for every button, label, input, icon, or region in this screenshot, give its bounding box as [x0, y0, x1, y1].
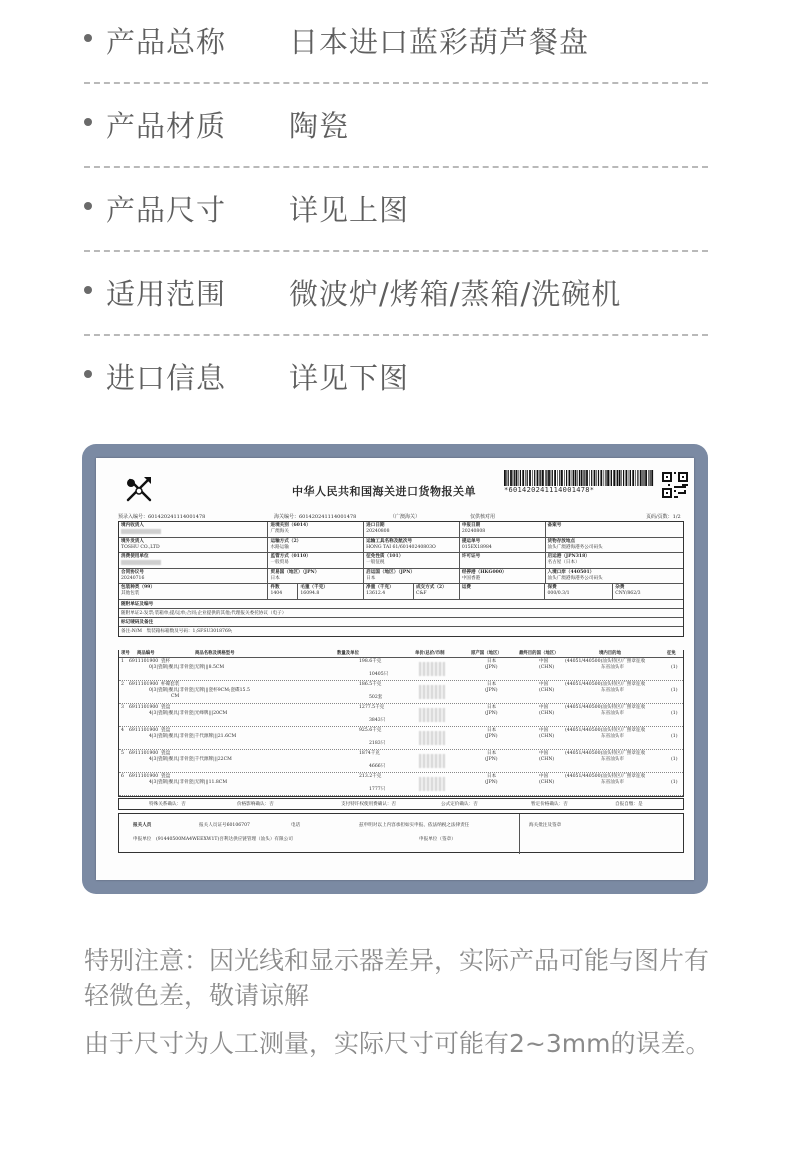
- spec-row-import: [84, 336, 708, 420]
- redacted-field: [121, 529, 161, 534]
- item-no: 1: [121, 659, 124, 664]
- field-label: 净重（千克）: [366, 585, 394, 590]
- item-exemption: (1): [671, 711, 678, 716]
- field-label: 境内收货人: [121, 523, 144, 528]
- item-qty-units: 2183只: [369, 741, 386, 746]
- items-header-cell: 最终目的国（地区）: [519, 651, 559, 656]
- field-label: 件数: [270, 585, 280, 590]
- item-no: 5: [121, 751, 124, 756]
- item-qty: 925.6千克: [359, 728, 382, 733]
- customs-office: （广澳海关）: [390, 514, 421, 520]
- header-grid-cell: [298, 584, 364, 599]
- spec-value: 详见下图: [289, 361, 410, 395]
- item-domestic-dest-city: 东省汕头市: [601, 711, 624, 716]
- declaring-unit: 申报单位 (91440500MA4WEEXW1T)吾利达供应链管理（汕头）有限公司: [133, 837, 293, 842]
- header-grid-row: [119, 553, 683, 569]
- item-dest: 中国: [539, 659, 549, 664]
- item-qty: 198.6千克: [359, 659, 382, 664]
- item-dest-code: (CHN): [539, 665, 555, 670]
- item-name: 瓷盘: [161, 705, 171, 710]
- header-grid-cell: [119, 553, 268, 568]
- goods-items-table: [118, 650, 684, 797]
- customs-number: 海关编号：601420241114001478: [274, 514, 357, 520]
- header-grid-cell: [545, 584, 613, 599]
- declarant-cert: 报关人员证号60106707: [199, 823, 250, 828]
- field-value: 一般贸易: [270, 560, 289, 565]
- item-spec: 0|3|瓷制|餐具|非骨瓷|无牌|||瓷杯9CM;瓷碟15.5: [149, 688, 250, 693]
- price-influence-confirm: 价格影响确认：否: [237, 802, 274, 807]
- item-dest: 中国: [539, 751, 549, 756]
- items-header-cell: 商品编号: [137, 651, 155, 656]
- confirmation-line: [118, 798, 684, 810]
- items-header-cell: 境内目的地: [599, 651, 621, 656]
- item-origin-code: (JPN): [485, 734, 498, 739]
- item-origin: 日本: [487, 682, 497, 687]
- item-exemption: (1): [671, 757, 678, 762]
- attached-docs-label: 随附单证及编号: [121, 601, 154, 607]
- goods-item-row: [119, 773, 683, 796]
- header-grid-cell: [546, 569, 684, 584]
- field-value: 20240716: [121, 575, 145, 581]
- header-grid-cell: [364, 538, 460, 553]
- items-header-cell: 数量及单位: [337, 651, 359, 656]
- item-spec: 4|3|瓷制|餐具|非骨瓷|光峰牌|||20CM: [149, 711, 228, 716]
- item-qty: 1277.5千克: [359, 705, 385, 710]
- header-grid-cell: [119, 584, 268, 599]
- royalty-confirm: 支付特许权使用费确认：否: [341, 802, 397, 807]
- spec-value: 陶瓷: [289, 109, 350, 143]
- field-label: 入境口岸（440501）: [547, 569, 595, 575]
- redacted-price: [419, 777, 445, 791]
- customs-emblem-icon: [122, 474, 156, 504]
- header-grid-cell: [119, 569, 268, 584]
- spec-label: 产品材质: [106, 109, 227, 143]
- field-value: 中国香港: [461, 575, 481, 581]
- item-origin: 日本: [487, 728, 497, 733]
- header-grid-cell: [460, 569, 546, 584]
- field-label: 毛重（千克）: [300, 585, 328, 590]
- field-value: 16094.8: [300, 591, 320, 596]
- item-domestic-dest-city: 东省汕头市: [601, 780, 624, 785]
- field-label: 运费: [461, 585, 471, 590]
- item-no: 4: [121, 728, 124, 733]
- items-header-cell: 项号: [121, 651, 130, 656]
- item-dest-code: (CHN): [539, 780, 555, 785]
- self-payment: 自报自缴：是: [615, 802, 643, 807]
- field-label: 许可证号: [461, 554, 481, 559]
- declaring-unit-sign: 申报单位（签章）: [419, 837, 456, 842]
- bullet-dot: [84, 34, 92, 42]
- field-label: 成交方式（2）: [415, 585, 447, 590]
- item-no: 2: [121, 682, 124, 687]
- item-exemption: (1): [671, 734, 678, 739]
- item-origin-code: (JPN): [485, 780, 498, 785]
- item-dest: 中国: [539, 728, 549, 733]
- item-code: 6911101900: [129, 728, 159, 733]
- item-spec: 4|3|瓷制|餐具|非骨瓷|无牌|||11.8CM: [149, 780, 228, 785]
- field-label: 申报日期: [461, 523, 481, 528]
- item-dest: 中国: [539, 682, 549, 687]
- attached-docs-row: [119, 600, 683, 609]
- item-qty-units: 1777只: [369, 787, 386, 792]
- field-label: 征免性质（101）: [366, 554, 404, 559]
- spec-label: 产品尺寸: [106, 193, 227, 227]
- barcode: [504, 470, 654, 486]
- items-header: [119, 650, 683, 658]
- item-domestic-dest: (44051/440500)汕头特区/广照章征收: [565, 682, 646, 687]
- redacted-price: [419, 731, 445, 745]
- declaration-header-grid: [118, 521, 684, 637]
- header-grid-cell: [364, 584, 414, 599]
- item-qty-units: 4666只: [369, 764, 386, 769]
- document-title: 中华人民共和国海关进口货物报关单: [292, 485, 476, 498]
- field-value: 汕头广澳港海港务公司码头: [547, 575, 603, 581]
- item-qty: 186.5千克: [359, 682, 382, 687]
- header-grid-cell: [460, 553, 546, 568]
- field-value: 汕头广澳港海港务公司码头: [547, 544, 603, 550]
- field-value: 13612.4: [366, 591, 386, 596]
- header-grid-cell: [268, 569, 364, 584]
- field-value: HONG TAI 61/60140240803O: [366, 544, 436, 550]
- header-grid-row: [119, 522, 683, 538]
- divider: [519, 814, 520, 854]
- header-grid-cell: [364, 569, 460, 584]
- item-origin-code: (JPN): [485, 757, 498, 762]
- header-grid-cell: [364, 553, 460, 568]
- field-label: 启运港（JPN318）: [547, 554, 590, 559]
- item-origin-code: (JPN): [485, 665, 498, 670]
- item-qty: 213.2千克: [359, 774, 382, 779]
- item-domestic-dest-city: 东省汕头市: [601, 757, 624, 762]
- field-label: 消费使用单位: [121, 554, 149, 559]
- field-label: 进口日期: [366, 523, 385, 528]
- spec-label: 进口信息: [106, 361, 227, 395]
- header-grid-row: [119, 569, 683, 585]
- field-label: 提运单号: [461, 538, 481, 544]
- spec-label: 适用范围: [106, 277, 227, 311]
- item-dest: 中国: [539, 705, 549, 710]
- item-spec: 0|3|瓷制|餐具|非骨瓷|无牌|||8.5CM: [149, 665, 225, 670]
- item-domestic-dest-city: 东省汕头市: [601, 734, 624, 739]
- redacted-field: [121, 560, 161, 565]
- header-grid-cell: [268, 522, 364, 537]
- header-grid-cell: [268, 538, 364, 553]
- check-note: 仅供核对用: [470, 514, 496, 520]
- field-value: 015EX18984: [461, 544, 492, 550]
- item-exemption: (1): [671, 780, 678, 785]
- field-label: 合同协议号: [121, 569, 144, 575]
- spec-label: 产品总称: [106, 25, 227, 59]
- item-dest: 中国: [539, 774, 549, 779]
- goods-item-row: [119, 658, 683, 681]
- header-grid-cell: [268, 553, 364, 568]
- provisional-price-confirm: 暂定价格确认：否: [531, 802, 568, 807]
- attached-docs-value: 随附单证2:发票;装箱单;提/运单;合同;企业提供的其他;代理报关委托协议（电子）: [121, 610, 287, 616]
- pre-entry-number: 预录入编号：601420241114001478: [118, 514, 206, 520]
- field-label: 贸易国（地区）（JPN）: [270, 569, 320, 575]
- field-label: 杂费: [615, 585, 625, 590]
- spec-list: [84, 0, 708, 420]
- item-dest-code: (CHN): [539, 757, 555, 762]
- formula-price-confirm: 公式定价确认：否: [441, 802, 478, 807]
- item-origin: 日本: [487, 751, 497, 756]
- item-domestic-dest: (44051/440500)汕头特区/广照章征收: [565, 705, 646, 710]
- bullet-dot: [84, 202, 92, 210]
- item-no: 6: [121, 774, 124, 779]
- item-code: 6911101900: [129, 705, 159, 710]
- header-grid-cell: [546, 553, 684, 568]
- redacted-price: [419, 708, 445, 722]
- item-code: 6911101900: [129, 751, 159, 756]
- field-label: 进境关别（6014）: [270, 523, 311, 528]
- declarant-label: 报关人员: [133, 823, 152, 828]
- items-header-cell: 单价/总价/币制: [415, 651, 445, 656]
- item-name: 瓷盘: [161, 728, 171, 733]
- spec-row-name: [84, 0, 708, 84]
- field-label: 境外发货人: [121, 538, 144, 544]
- item-code: 6911101900: [129, 774, 159, 779]
- declarant-section: [118, 813, 684, 853]
- header-grid-cell: [613, 584, 683, 599]
- item-spec: 4|3|瓷制|餐具|非骨瓷|千代源牌|||22CM: [149, 757, 232, 762]
- special-relation-confirm: 特殊关系确认：否: [149, 802, 186, 807]
- goods-item-row: [119, 681, 683, 704]
- items-header-cell: 商品名称及规格型号: [195, 651, 235, 656]
- item-dest-code: (CHN): [539, 734, 555, 739]
- field-value: 日本: [366, 575, 376, 581]
- field-value: TOSHU CO.,LTD: [121, 544, 160, 550]
- field-value: 1404: [270, 591, 283, 596]
- field-value: 000/0.3/1: [547, 591, 570, 596]
- items-header-cell: 征免: [667, 651, 676, 656]
- header-grid-cell: [460, 538, 546, 553]
- header-grid-cell: [546, 538, 684, 553]
- item-exemption: (1): [671, 665, 678, 670]
- item-name: 瓷杯: [161, 659, 171, 664]
- item-domestic-dest-city: 东省汕头市: [601, 665, 624, 670]
- header-grid-cell: [414, 584, 460, 599]
- field-value: 20240808: [366, 529, 390, 534]
- field-label: 启运国（地区）（JPN）: [366, 569, 416, 575]
- spec-value: 日本进口蓝彩葫芦餐盘: [289, 25, 590, 59]
- goods-item-row: [119, 750, 683, 773]
- redacted-price: [419, 754, 445, 768]
- header-grid-row: [119, 584, 683, 600]
- field-label: 包装种类（99）: [121, 585, 155, 590]
- goods-item-row: [119, 704, 683, 727]
- item-spec-cont: CM: [171, 694, 180, 699]
- bullet-dot: [84, 286, 92, 294]
- marks-row: [119, 618, 683, 627]
- item-domestic-dest: (44051/440500)汕头特区/广照章征收: [565, 728, 646, 733]
- spec-row-size: [84, 168, 708, 252]
- marks-value-row: [119, 627, 683, 636]
- field-label: 保费: [547, 585, 557, 590]
- redacted-price: [419, 662, 445, 676]
- item-exemption: (1): [671, 688, 678, 693]
- item-origin: 日本: [487, 774, 497, 779]
- customs-remark-label: 海关批注及签章: [529, 823, 562, 828]
- field-value: 水路运输: [270, 544, 289, 550]
- customs-document-frame: [82, 444, 708, 894]
- page-number: 页码/页数：1/2: [646, 514, 681, 520]
- field-value: 名古屋（日本）: [547, 560, 580, 565]
- marks-value: 备注:N/M 集装箱标箱数及号码：1;SFSU3018769;: [121, 628, 233, 634]
- item-origin: 日本: [487, 705, 497, 710]
- attached-docs-value-row: [119, 609, 683, 618]
- document-header: [96, 458, 694, 510]
- item-domestic-dest-city: 东省汕头市: [601, 688, 624, 693]
- phone-label: 电话: [291, 823, 301, 828]
- header-grid-row: [119, 538, 683, 554]
- field-value: 广澳海关: [270, 529, 289, 534]
- field-value: 日本: [270, 575, 280, 581]
- item-domestic-dest: (44051/440500)汕头特区/广照章征收: [565, 659, 646, 664]
- item-qty-units: 502套: [369, 695, 383, 700]
- bullet-dot: [84, 118, 92, 126]
- spec-value: 微波炉/烤箱/蒸箱/洗碗机: [289, 277, 622, 311]
- field-value: CNY/862/3: [615, 591, 641, 596]
- barcode-number: *601420241114001478*: [504, 486, 595, 494]
- redacted-price: [419, 685, 445, 699]
- header-grid-cell: [119, 522, 268, 537]
- item-qty: 1874千克: [359, 751, 380, 756]
- color-difference-note: 特别注意：因光线和显示器差异，实际产品可能与图片有轻微色差，敬请谅解: [84, 946, 710, 1010]
- field-label: 运输工具名称及航次号: [366, 538, 413, 544]
- field-label: 货物存放地点: [547, 538, 576, 544]
- field-value: 20240808: [461, 529, 486, 534]
- marks-label: 标记唛码及备注: [121, 619, 154, 625]
- field-label: 经停港（HKG000）: [461, 569, 507, 575]
- item-qty-units: 3843只: [369, 718, 386, 723]
- field-value: C&F: [415, 591, 427, 596]
- item-code: 6911101900: [129, 659, 159, 664]
- item-origin-code: (JPN): [485, 688, 498, 693]
- item-spec: 4|3|瓷制|餐具|非骨瓷|千代源牌|||21.6CM: [149, 734, 237, 739]
- items-header-cell: 原产国（地区）: [471, 651, 502, 656]
- header-grid-cell: [546, 522, 684, 537]
- header-grid-cell: [460, 584, 546, 599]
- item-no: 3: [121, 705, 124, 710]
- spec-value: 详见上图: [289, 193, 410, 227]
- item-code: 6911101900: [129, 682, 159, 687]
- item-origin-code: (JPN): [485, 711, 498, 716]
- bullet-dot: [84, 370, 92, 378]
- item-name: 杯碟套装: [161, 682, 180, 687]
- header-grid-cell: [364, 522, 460, 537]
- item-qty-units: 10405只: [369, 672, 389, 677]
- liability-statement: 兹申明对以上内容承担如实申报、依法纳税之法律责任: [359, 823, 470, 828]
- item-origin: 日本: [487, 659, 497, 664]
- size-tolerance-note: 由于尺寸为人工测量，实际尺寸可能有2~3mm的误差。: [84, 1029, 711, 1058]
- field-label: 备案号: [547, 523, 562, 528]
- item-name: 瓷盘: [161, 751, 171, 756]
- spec-row-material: [84, 84, 708, 168]
- item-dest-code: (CHN): [539, 711, 555, 716]
- field-value: 其他包装: [121, 591, 140, 596]
- field-label: 监管方式（0110）: [270, 554, 311, 559]
- spec-row-usage: [84, 252, 708, 336]
- header-grid-cell: [460, 522, 546, 537]
- header-grid-cell: [268, 584, 298, 599]
- header-grid-cell: [119, 538, 268, 553]
- item-name: 瓷盘: [161, 774, 171, 779]
- item-domestic-dest: (44051/440500)汕头特区/广照章征收: [565, 751, 646, 756]
- item-domestic-dest: (44051/440500)汕头特区/广照章征收: [565, 774, 646, 779]
- field-value: 一般征税: [366, 560, 385, 565]
- qr-code: [662, 472, 688, 498]
- item-dest-code: (CHN): [539, 688, 555, 693]
- goods-item-row: [119, 727, 683, 750]
- field-label: 运输方式（2）: [270, 538, 302, 544]
- customs-declaration-document: [96, 458, 694, 880]
